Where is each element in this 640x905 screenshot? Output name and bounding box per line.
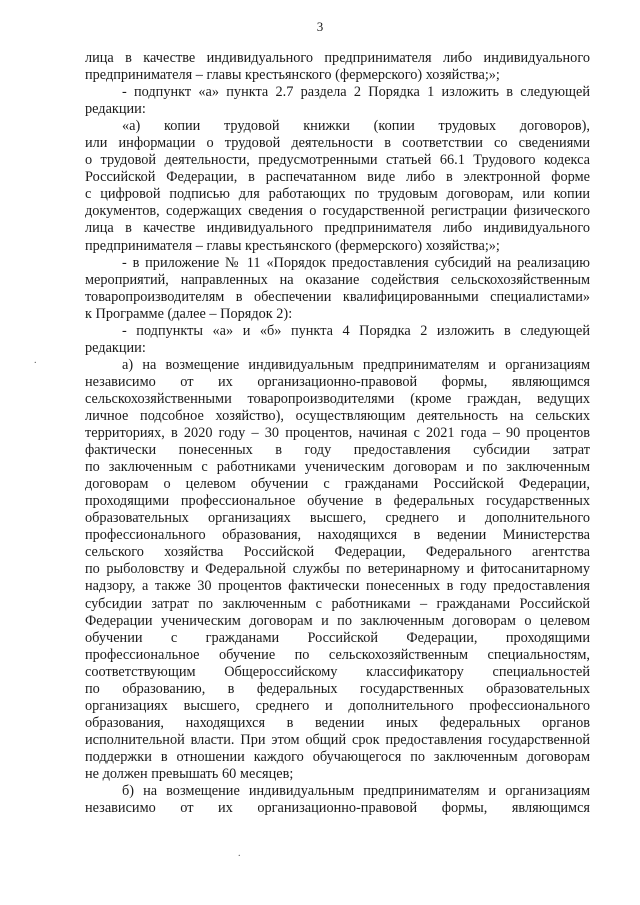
text-line: а) на возмещение индивидуальным предпринимателям и организациям [122, 356, 590, 373]
text-line: Федерации ученическим договорам и по заключенным договорам о целевом [85, 612, 590, 629]
text-line: товаропроизводителям в обеспечении квалифицированными специалистами» [85, 288, 590, 305]
text-line: профессиональное обучение по сельскохозяйственным специальностям, [85, 646, 590, 663]
text-line: договорам о целевом обучении с гражданами Российской Федерации, [85, 476, 590, 493]
text-line: предпринимателя – главы крестьянского (фермерского) хозяйства;»; [85, 237, 500, 254]
text-line: - подпункт «а» пункта 2.7 раздела 2 Порядка 1 изложить в следующей [122, 84, 590, 101]
text-line: по рыболовству и Федеральной службы по ветеринарному и фитосанитарному [85, 561, 590, 578]
text-line: личное подсобное хозяйство), осуществляющим деятельность на сельских [85, 407, 590, 424]
text-line: «а) копии трудовой книжки (копии трудовых договоров), [122, 118, 590, 135]
text-line: независимо от их организационно-правовой формы, являющимся [85, 800, 590, 817]
text-line: - подпункты «а» и «б» пункта 4 Порядка 2 изложить в следующей [122, 322, 590, 339]
text-line: не должен превышать 60 месяцев; [85, 765, 294, 782]
text-line: исполнительной власти. При этом общий срок предоставления государственной [85, 731, 590, 748]
text-line: сельскохозяйственными товаропроизводителями (кроме граждан, ведущих [85, 390, 590, 407]
scan-artifact-dot: . [238, 848, 241, 859]
text-line: проходящими профессиональное обучение в федеральных государственных [85, 493, 590, 510]
text-line: или информации о трудовой деятельности в соответствии со сведениями [85, 135, 590, 152]
text-line: независимо от их организационно-правовой формы, являющимся [85, 373, 590, 390]
text-line: документов, содержащих сведения о государственной регистрации физического [85, 203, 590, 220]
text-line: б) на возмещение индивидуальным предпринимателям и организациям [122, 783, 590, 800]
text-line: о трудовой деятельности, предусмотренными статьей 66.1 Трудового кодекса [85, 152, 590, 169]
text-line: профессионального образования, находящихся в ведении Министерства [85, 527, 590, 544]
text-line: редакции: [85, 101, 146, 118]
scan-artifact-dot: . [34, 355, 37, 366]
text-line: образовательных организациях высшего, среднего и дополнительного [85, 510, 590, 527]
text-line: фактически понесенных в году предоставления субсидии затрат [85, 442, 590, 459]
text-line: поддержки в отношении каждого обучающегося по заключенным договорам [85, 748, 590, 765]
text-line: по образованию, в федеральных государственных образовательных [85, 680, 590, 697]
text-line: сельского хозяйства Российской Федерации, Федерального агентства [85, 544, 590, 561]
text-line: субсидии затрат по заключенным с работниками – гражданами Российской [85, 595, 590, 612]
text-line: предпринимателя – главы крестьянского (фермерского) хозяйства;»; [85, 67, 500, 84]
text-line: лица в качестве индивидуального предпринимателя либо индивидуального [85, 50, 590, 66]
text-line: Российской Федерации, в распечатанном виде либо в электронной форме [85, 169, 590, 186]
text-line: мероприятий, направленных на оказание содействия сельскохозяйственным [85, 271, 590, 288]
text-line: соответствующим Общероссийскому классификатору специальностей [85, 663, 590, 680]
text-line: - в приложение № 11 «Порядок предоставления субсидий на реализацию [122, 254, 590, 271]
text-line: надзору, а также 30 процентов фактически понесенных в году предоставления [85, 578, 590, 595]
text-line: обучении с гражданами Российской Федерации, проходящими [85, 629, 590, 646]
text-line: территориях, в 2020 году – 30 процентов, начиная с 2021 года – 90 процентов [85, 425, 590, 442]
text-line: с цифровой подписью для работающих по трудовым договорам, или копии [85, 186, 590, 203]
text-line: организациях высшего, среднего и дополнительного профессионального [85, 697, 590, 714]
text-line: лица в качестве индивидуального предпринимателя либо индивидуального [85, 220, 590, 237]
text-line: образования, находящихся в ведении иных федеральных органов [85, 714, 590, 731]
document-body [85, 50, 590, 817]
page-number: 3 [316, 19, 324, 34]
text-line: к Программе (далее – Порядок 2): [85, 305, 293, 322]
text-line: редакции: [85, 339, 146, 356]
text-line: по заключенным с работниками ученическим договорам и по заключенным [85, 459, 590, 476]
